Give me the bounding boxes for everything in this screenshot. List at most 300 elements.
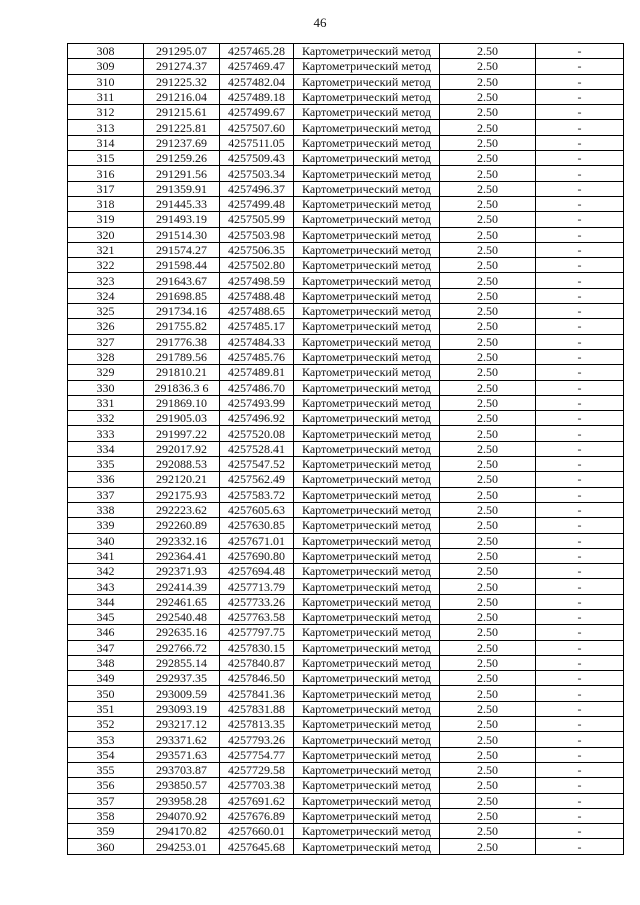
y-coordinate-cell: 4257729.58	[220, 762, 294, 777]
y-coordinate-cell: 4257488.48	[220, 288, 294, 303]
y-coordinate-cell: 4257831.88	[220, 701, 294, 716]
note-cell: -	[536, 808, 624, 823]
point-number-cell: 338	[68, 502, 144, 517]
accuracy-cell: 2.50	[440, 502, 536, 517]
method-cell: Картометрический метод	[294, 655, 440, 670]
point-number-cell: 309	[68, 59, 144, 74]
table-row	[68, 701, 624, 716]
table-row	[68, 59, 624, 74]
x-coordinate-cell: 292414.39	[144, 579, 220, 594]
point-number-cell: 320	[68, 227, 144, 242]
table-row	[68, 548, 624, 563]
y-coordinate-cell: 4257503.98	[220, 227, 294, 242]
method-cell: Картометрический метод	[294, 151, 440, 166]
y-coordinate-cell: 4257499.48	[220, 196, 294, 211]
x-coordinate-cell: 292364.41	[144, 548, 220, 563]
note-cell: -	[536, 457, 624, 472]
note-cell: -	[536, 304, 624, 319]
x-coordinate-cell: 291869.10	[144, 395, 220, 410]
point-number-cell: 313	[68, 120, 144, 135]
point-number-cell: 359	[68, 824, 144, 839]
accuracy-cell: 2.50	[440, 655, 536, 670]
note-cell: -	[536, 166, 624, 181]
y-coordinate-cell: 4257502.80	[220, 258, 294, 273]
y-coordinate-cell: 4257507.60	[220, 120, 294, 135]
table-row	[68, 258, 624, 273]
accuracy-cell: 2.50	[440, 640, 536, 655]
note-cell: -	[536, 671, 624, 686]
method-cell: Картометрический метод	[294, 426, 440, 441]
point-number-cell: 357	[68, 793, 144, 808]
y-coordinate-cell: 4257841.36	[220, 686, 294, 701]
method-cell: Картометрический метод	[294, 594, 440, 609]
note-cell: -	[536, 273, 624, 288]
method-cell: Картометрический метод	[294, 411, 440, 426]
page-number: 46	[313, 15, 327, 30]
x-coordinate-cell: 291643.67	[144, 273, 220, 288]
method-cell: Картометрический метод	[294, 273, 440, 288]
point-number-cell: 317	[68, 181, 144, 196]
method-cell: Картометрический метод	[294, 487, 440, 502]
x-coordinate-cell: 292260.89	[144, 518, 220, 533]
point-number-cell: 326	[68, 319, 144, 334]
table-row	[68, 778, 624, 793]
y-coordinate-cell: 4257465.28	[220, 44, 294, 59]
accuracy-cell: 2.50	[440, 227, 536, 242]
note-cell: -	[536, 426, 624, 441]
x-coordinate-cell: 291216.04	[144, 89, 220, 104]
point-number-cell: 328	[68, 349, 144, 364]
point-number-cell: 330	[68, 380, 144, 395]
note-cell: -	[536, 151, 624, 166]
point-number-cell: 331	[68, 395, 144, 410]
y-coordinate-cell: 4257489.81	[220, 365, 294, 380]
point-number-cell: 355	[68, 762, 144, 777]
accuracy-cell: 2.50	[440, 701, 536, 716]
x-coordinate-cell: 291755.82	[144, 319, 220, 334]
point-number-cell: 345	[68, 609, 144, 624]
method-cell: Картометрический метод	[294, 472, 440, 487]
x-coordinate-cell: 293093.19	[144, 701, 220, 716]
note-cell: -	[536, 564, 624, 579]
note-cell: -	[536, 732, 624, 747]
point-number-cell: 341	[68, 548, 144, 563]
method-cell: Картометрический метод	[294, 304, 440, 319]
table-row	[68, 839, 624, 854]
point-number-cell: 348	[68, 655, 144, 670]
method-cell: Картометрический метод	[294, 502, 440, 517]
table-row	[68, 441, 624, 456]
point-number-cell: 358	[68, 808, 144, 823]
accuracy-cell: 2.50	[440, 166, 536, 181]
note-cell: -	[536, 288, 624, 303]
x-coordinate-cell: 293371.62	[144, 732, 220, 747]
coordinates-table-body	[68, 44, 624, 855]
point-number-cell: 350	[68, 686, 144, 701]
accuracy-cell: 2.50	[440, 441, 536, 456]
accuracy-cell: 2.50	[440, 105, 536, 120]
method-cell: Картометрический метод	[294, 380, 440, 395]
point-number-cell: 316	[68, 166, 144, 181]
y-coordinate-cell: 4257482.04	[220, 74, 294, 89]
accuracy-cell: 2.50	[440, 74, 536, 89]
x-coordinate-cell: 291698.85	[144, 288, 220, 303]
accuracy-cell: 2.50	[440, 579, 536, 594]
point-number-cell: 356	[68, 778, 144, 793]
y-coordinate-cell: 4257754.77	[220, 747, 294, 762]
note-cell: -	[536, 533, 624, 548]
method-cell: Картометрический метод	[294, 564, 440, 579]
table-row	[68, 808, 624, 823]
table-row	[68, 426, 624, 441]
y-coordinate-cell: 4257488.65	[220, 304, 294, 319]
table-row	[68, 625, 624, 640]
accuracy-cell: 2.50	[440, 135, 536, 150]
table-row	[68, 609, 624, 624]
table-row	[68, 334, 624, 349]
y-coordinate-cell: 4257660.01	[220, 824, 294, 839]
point-number-cell: 311	[68, 89, 144, 104]
method-cell: Картометрический метод	[294, 319, 440, 334]
table-row	[68, 304, 624, 319]
accuracy-cell: 2.50	[440, 686, 536, 701]
y-coordinate-cell: 4257503.34	[220, 166, 294, 181]
method-cell: Картометрический метод	[294, 349, 440, 364]
table-row	[68, 380, 624, 395]
table-row	[68, 762, 624, 777]
point-number-cell: 319	[68, 212, 144, 227]
x-coordinate-cell: 291215.61	[144, 105, 220, 120]
x-coordinate-cell: 293009.59	[144, 686, 220, 701]
point-number-cell: 349	[68, 671, 144, 686]
note-cell: -	[536, 365, 624, 380]
table-row	[68, 288, 624, 303]
point-number-cell: 312	[68, 105, 144, 120]
method-cell: Картометрический метод	[294, 196, 440, 211]
accuracy-cell: 2.50	[440, 242, 536, 257]
accuracy-cell: 2.50	[440, 518, 536, 533]
note-cell: -	[536, 594, 624, 609]
x-coordinate-cell: 291445.33	[144, 196, 220, 211]
note-cell: -	[536, 334, 624, 349]
x-coordinate-cell: 292937.35	[144, 671, 220, 686]
accuracy-cell: 2.50	[440, 808, 536, 823]
note-cell: -	[536, 89, 624, 104]
point-number-cell: 314	[68, 135, 144, 150]
y-coordinate-cell: 4257484.33	[220, 334, 294, 349]
y-coordinate-cell: 4257846.50	[220, 671, 294, 686]
point-number-cell: 347	[68, 640, 144, 655]
y-coordinate-cell: 4257630.85	[220, 518, 294, 533]
y-coordinate-cell: 4257691.62	[220, 793, 294, 808]
table-row	[68, 135, 624, 150]
point-number-cell: 335	[68, 457, 144, 472]
point-number-cell: 308	[68, 44, 144, 59]
table-row	[68, 487, 624, 502]
accuracy-cell: 2.50	[440, 487, 536, 502]
point-number-cell: 327	[68, 334, 144, 349]
method-cell: Картометрический метод	[294, 839, 440, 854]
x-coordinate-cell: 293850.57	[144, 778, 220, 793]
x-coordinate-cell: 291237.69	[144, 135, 220, 150]
method-cell: Картометрический метод	[294, 548, 440, 563]
table-row	[68, 395, 624, 410]
x-coordinate-cell: 292461.65	[144, 594, 220, 609]
x-coordinate-cell: 292120.21	[144, 472, 220, 487]
y-coordinate-cell: 4257498.59	[220, 273, 294, 288]
y-coordinate-cell: 4257505.99	[220, 212, 294, 227]
accuracy-cell: 2.50	[440, 151, 536, 166]
accuracy-cell: 2.50	[440, 365, 536, 380]
accuracy-cell: 2.50	[440, 258, 536, 273]
point-number-cell: 346	[68, 625, 144, 640]
y-coordinate-cell: 4257547.52	[220, 457, 294, 472]
x-coordinate-cell: 292766.72	[144, 640, 220, 655]
accuracy-cell: 2.50	[440, 717, 536, 732]
point-number-cell: 342	[68, 564, 144, 579]
method-cell: Картометрический метод	[294, 793, 440, 808]
table-row	[68, 686, 624, 701]
x-coordinate-cell: 291493.19	[144, 212, 220, 227]
y-coordinate-cell: 4257493.99	[220, 395, 294, 410]
point-number-cell: 360	[68, 839, 144, 854]
point-number-cell: 336	[68, 472, 144, 487]
note-cell: -	[536, 762, 624, 777]
method-cell: Картометрический метод	[294, 288, 440, 303]
note-cell: -	[536, 778, 624, 793]
note-cell: -	[536, 395, 624, 410]
y-coordinate-cell: 4257520.08	[220, 426, 294, 441]
y-coordinate-cell: 4257496.92	[220, 411, 294, 426]
note-cell: -	[536, 717, 624, 732]
x-coordinate-cell: 294070.92	[144, 808, 220, 823]
x-coordinate-cell: 294253.01	[144, 839, 220, 854]
accuracy-cell: 2.50	[440, 747, 536, 762]
method-cell: Картометрический метод	[294, 732, 440, 747]
method-cell: Картометрический метод	[294, 778, 440, 793]
point-number-cell: 315	[68, 151, 144, 166]
accuracy-cell: 2.50	[440, 793, 536, 808]
accuracy-cell: 2.50	[440, 120, 536, 135]
table-row	[68, 349, 624, 364]
table-row	[68, 105, 624, 120]
x-coordinate-cell: 292540.48	[144, 609, 220, 624]
accuracy-cell: 2.50	[440, 181, 536, 196]
method-cell: Картометрический метод	[294, 701, 440, 716]
method-cell: Картометрический метод	[294, 74, 440, 89]
method-cell: Картометрический метод	[294, 747, 440, 762]
x-coordinate-cell: 292088.53	[144, 457, 220, 472]
table-row	[68, 151, 624, 166]
method-cell: Картометрический метод	[294, 824, 440, 839]
point-number-cell: 343	[68, 579, 144, 594]
method-cell: Картометрический метод	[294, 686, 440, 701]
x-coordinate-cell: 293217.12	[144, 717, 220, 732]
point-number-cell: 354	[68, 747, 144, 762]
note-cell: -	[536, 380, 624, 395]
x-coordinate-cell: 291734.16	[144, 304, 220, 319]
note-cell: -	[536, 212, 624, 227]
note-cell: -	[536, 258, 624, 273]
note-cell: -	[536, 625, 624, 640]
table-row	[68, 747, 624, 762]
x-coordinate-cell: 291905.03	[144, 411, 220, 426]
accuracy-cell: 2.50	[440, 762, 536, 777]
y-coordinate-cell: 4257671.01	[220, 533, 294, 548]
method-cell: Картометрический метод	[294, 625, 440, 640]
accuracy-cell: 2.50	[440, 548, 536, 563]
point-number-cell: 324	[68, 288, 144, 303]
accuracy-cell: 2.50	[440, 533, 536, 548]
point-number-cell: 344	[68, 594, 144, 609]
y-coordinate-cell: 4257489.18	[220, 89, 294, 104]
method-cell: Картометрический метод	[294, 671, 440, 686]
y-coordinate-cell: 4257676.89	[220, 808, 294, 823]
x-coordinate-cell: 291359.91	[144, 181, 220, 196]
accuracy-cell: 2.50	[440, 564, 536, 579]
method-cell: Картометрический метод	[294, 166, 440, 181]
y-coordinate-cell: 4257511.05	[220, 135, 294, 150]
accuracy-cell: 2.50	[440, 472, 536, 487]
table-row	[68, 120, 624, 135]
accuracy-cell: 2.50	[440, 594, 536, 609]
table-row	[68, 732, 624, 747]
point-number-cell: 332	[68, 411, 144, 426]
table-row	[68, 655, 624, 670]
note-cell: -	[536, 74, 624, 89]
table-row	[68, 671, 624, 686]
x-coordinate-cell: 294170.82	[144, 824, 220, 839]
note-cell: -	[536, 44, 624, 59]
note-cell: -	[536, 548, 624, 563]
x-coordinate-cell: 293958.28	[144, 793, 220, 808]
method-cell: Картометрический метод	[294, 89, 440, 104]
table-row	[68, 212, 624, 227]
accuracy-cell: 2.50	[440, 212, 536, 227]
note-cell: -	[536, 441, 624, 456]
y-coordinate-cell: 4257506.35	[220, 242, 294, 257]
table-row	[68, 457, 624, 472]
y-coordinate-cell: 4257605.63	[220, 502, 294, 517]
method-cell: Картометрический метод	[294, 334, 440, 349]
x-coordinate-cell: 291997.22	[144, 426, 220, 441]
y-coordinate-cell: 4257813.35	[220, 717, 294, 732]
point-number-cell: 325	[68, 304, 144, 319]
x-coordinate-cell: 291225.32	[144, 74, 220, 89]
table-row	[68, 89, 624, 104]
method-cell: Картометрический метод	[294, 762, 440, 777]
accuracy-cell: 2.50	[440, 609, 536, 624]
note-cell: -	[536, 242, 624, 257]
x-coordinate-cell: 292332.16	[144, 533, 220, 548]
y-coordinate-cell: 4257583.72	[220, 487, 294, 502]
method-cell: Картометрический метод	[294, 609, 440, 624]
method-cell: Картометрический метод	[294, 457, 440, 472]
note-cell: -	[536, 487, 624, 502]
point-number-cell: 353	[68, 732, 144, 747]
accuracy-cell: 2.50	[440, 457, 536, 472]
note-cell: -	[536, 655, 624, 670]
accuracy-cell: 2.50	[440, 334, 536, 349]
table-row	[68, 319, 624, 334]
y-coordinate-cell: 4257485.17	[220, 319, 294, 334]
table-row	[68, 717, 624, 732]
x-coordinate-cell: 291810.21	[144, 365, 220, 380]
note-cell: -	[536, 518, 624, 533]
coordinates-table	[67, 43, 624, 855]
note-cell: -	[536, 120, 624, 135]
point-number-cell: 334	[68, 441, 144, 456]
point-number-cell: 337	[68, 487, 144, 502]
x-coordinate-cell: 292223.62	[144, 502, 220, 517]
y-coordinate-cell: 4257496.37	[220, 181, 294, 196]
method-cell: Картометрический метод	[294, 579, 440, 594]
x-coordinate-cell: 291598.44	[144, 258, 220, 273]
y-coordinate-cell: 4257840.87	[220, 655, 294, 670]
y-coordinate-cell: 4257562.49	[220, 472, 294, 487]
note-cell: -	[536, 196, 624, 211]
accuracy-cell: 2.50	[440, 349, 536, 364]
method-cell: Картометрический метод	[294, 518, 440, 533]
note-cell: -	[536, 135, 624, 150]
point-number-cell: 322	[68, 258, 144, 273]
note-cell: -	[536, 502, 624, 517]
note-cell: -	[536, 411, 624, 426]
x-coordinate-cell: 293703.87	[144, 762, 220, 777]
accuracy-cell: 2.50	[440, 839, 536, 854]
accuracy-cell: 2.50	[440, 395, 536, 410]
note-cell: -	[536, 609, 624, 624]
note-cell: -	[536, 793, 624, 808]
x-coordinate-cell: 292371.93	[144, 564, 220, 579]
x-coordinate-cell: 291574.27	[144, 242, 220, 257]
method-cell: Картометрический метод	[294, 212, 440, 227]
table-row	[68, 533, 624, 548]
point-number-cell: 318	[68, 196, 144, 211]
point-number-cell: 333	[68, 426, 144, 441]
accuracy-cell: 2.50	[440, 288, 536, 303]
table-row	[68, 502, 624, 517]
table-row	[68, 564, 624, 579]
table-row	[68, 594, 624, 609]
accuracy-cell: 2.50	[440, 59, 536, 74]
x-coordinate-cell: 292635.16	[144, 625, 220, 640]
y-coordinate-cell: 4257645.68	[220, 839, 294, 854]
note-cell: -	[536, 349, 624, 364]
accuracy-cell: 2.50	[440, 380, 536, 395]
table-row	[68, 365, 624, 380]
accuracy-cell: 2.50	[440, 89, 536, 104]
note-cell: -	[536, 472, 624, 487]
accuracy-cell: 2.50	[440, 625, 536, 640]
point-number-cell: 323	[68, 273, 144, 288]
method-cell: Картометрический метод	[294, 135, 440, 150]
x-coordinate-cell: 291225.81	[144, 120, 220, 135]
y-coordinate-cell: 4257690.80	[220, 548, 294, 563]
note-cell: -	[536, 640, 624, 655]
y-coordinate-cell: 4257793.26	[220, 732, 294, 747]
method-cell: Картометрический метод	[294, 717, 440, 732]
table-row	[68, 411, 624, 426]
x-coordinate-cell: 291291.56	[144, 166, 220, 181]
method-cell: Картометрический метод	[294, 365, 440, 380]
y-coordinate-cell: 4257733.26	[220, 594, 294, 609]
table-row	[68, 472, 624, 487]
y-coordinate-cell: 4257797.75	[220, 625, 294, 640]
x-coordinate-cell: 292017.92	[144, 441, 220, 456]
method-cell: Картометрический метод	[294, 44, 440, 59]
table-row	[68, 227, 624, 242]
